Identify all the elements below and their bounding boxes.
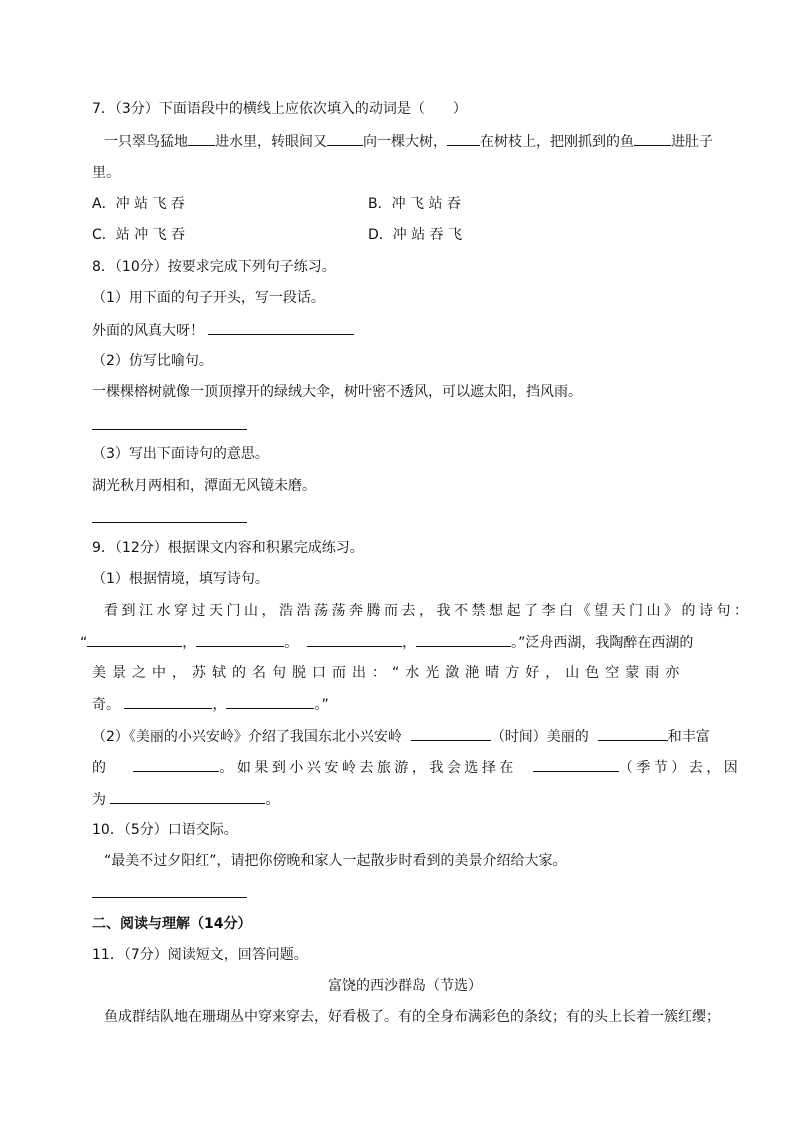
q9-subq-2-text-a: （2）《美丽的小兴安岭》介绍了我国东北小兴安岭 bbox=[92, 729, 402, 745]
q9-poem-blank-5[interactable] bbox=[124, 694, 212, 709]
q9-context-line-1: 看到江水穿过天门山，浩浩荡荡奔腾而去，我不禁想起了李白《望天门山》的诗句： bbox=[104, 603, 752, 619]
q9-subq-2-text-c: 和丰富 bbox=[667, 729, 710, 745]
q9-comma-2: ， bbox=[402, 635, 417, 651]
q8-answer-2[interactable] bbox=[92, 429, 247, 430]
q9-stem: 9．（12分）根据课文内容和积累完成练习。 bbox=[92, 540, 364, 556]
q7-text-3: 向一棵大树， bbox=[363, 134, 447, 150]
q9-subq-2-text-g: 为 bbox=[92, 792, 106, 808]
q9-poem-blank-2[interactable] bbox=[196, 632, 284, 647]
q9-subq-1: （1）根据情境，填写诗句。 bbox=[92, 571, 269, 587]
q7-blank-3[interactable] bbox=[447, 131, 480, 146]
q9-comma-3: ， bbox=[212, 697, 227, 713]
q9-context-line-2 bbox=[80, 632, 693, 653]
q8-subq-1: （1）用下面的句子开头，写一段话。 bbox=[92, 290, 325, 306]
q8-subq-1-line bbox=[92, 320, 354, 341]
q11-stem: 11．（7分）阅读短文，回答问题。 bbox=[92, 947, 308, 963]
q9-subq-2-line-1 bbox=[92, 726, 710, 747]
q9-poem-blank-1[interactable] bbox=[87, 632, 182, 647]
q9-context-line-3: 美景之中，苏轼的名句脱口而出：“水光潋滟晴方好，山色空蒙雨亦 bbox=[92, 665, 686, 681]
q8-stem: 8．（10分）按要求完成下列句子练习。 bbox=[92, 259, 336, 275]
q9-blank-season[interactable] bbox=[533, 757, 619, 772]
q8-subq-2-sentence: 一棵棵榕树就像一顶顶撑开的绿绒大伞，树叶密不透风，可以遮太阳，挡风雨。 bbox=[92, 384, 582, 400]
q9-context-line-4-end: 。” bbox=[314, 697, 329, 713]
q9-context-line-2-end: 。”泛舟西湖，我陶醉在西湖的 bbox=[511, 635, 694, 651]
q9-blank-reason[interactable] bbox=[110, 789, 265, 804]
q9-blank-time[interactable] bbox=[411, 726, 491, 741]
q7-text-1: 一只翠鸟猛地 bbox=[104, 134, 188, 150]
q9-poem-blank-6[interactable] bbox=[226, 694, 314, 709]
q7-passage-tail: 里。 bbox=[92, 165, 120, 181]
q7-option-c[interactable]: C．站 冲 飞 吞 bbox=[92, 227, 186, 243]
q9-comma-1: ， bbox=[182, 635, 197, 651]
q8-subq-1-opening: 外面的风真大呀！ bbox=[92, 323, 204, 339]
q9-blank-rich[interactable] bbox=[133, 757, 219, 772]
q7-blank-4[interactable] bbox=[634, 131, 671, 146]
q7-option-a[interactable]: A．冲 站 飞 吞 bbox=[92, 196, 185, 212]
section-2-heading bbox=[92, 914, 251, 934]
q9-period-1: 。 bbox=[284, 635, 299, 651]
q9-blank-beauty[interactable] bbox=[598, 726, 668, 741]
q9-context-line-4 bbox=[92, 694, 329, 715]
q10-answer[interactable] bbox=[92, 897, 247, 898]
q9-poem-blank-4[interactable] bbox=[416, 632, 511, 647]
q9-subq-2-text-d: 的 bbox=[92, 760, 110, 776]
q7-blank-2[interactable] bbox=[327, 131, 363, 146]
q7-option-b[interactable]: B．冲 飞 站 吞 bbox=[368, 196, 461, 212]
q10-prompt: “最美不过夕阳红”，请把你傍晚和家人一起散步时看到的美景介绍给大家。 bbox=[104, 853, 567, 869]
q9-context-line-4-start: 奇。 bbox=[92, 697, 120, 713]
q9-subq-2-text-b: （时间）美丽的 bbox=[490, 729, 589, 745]
q9-subq-2-text-h: 。 bbox=[265, 792, 280, 808]
q11-passage-title: 富饶的西沙群岛（节选） bbox=[328, 978, 482, 994]
q9-subq-2-text-e: 。如果到小兴安岭去旅游，我会选择在 bbox=[219, 760, 517, 776]
q7-stem: 7．（3分）下面语段中的横线上应依次填入的动词是（ ） bbox=[92, 101, 467, 117]
q9-subq-2-line-3 bbox=[92, 789, 279, 810]
q8-subq-2: （2）仿写比喻句。 bbox=[92, 353, 213, 369]
q7-text-2: 进水里，转眼间又 bbox=[215, 134, 327, 150]
q8-answer-1[interactable] bbox=[208, 320, 354, 335]
q9-subq-2-text-f: （季节）去，因 bbox=[618, 760, 742, 776]
q7-text-5: 进肚子 bbox=[671, 134, 713, 150]
q7-text-4: 在树枝上，把刚抓到的鱼 bbox=[480, 134, 634, 150]
q9-open-quote: “ bbox=[80, 635, 88, 651]
q9-subq-2-line-2 bbox=[92, 757, 741, 778]
q8-answer-3[interactable] bbox=[92, 522, 247, 523]
q7-option-d[interactable]: D．冲 站 吞 飞 bbox=[368, 227, 463, 243]
q8-subq-3-poem: 湖光秋月两相和，潭面无风镜未磨。 bbox=[92, 478, 316, 494]
q11-passage-line: 鱼成群结队地在珊瑚丛中穿来穿去，好看极了。有的全身布满彩色的条纹；有的头上长着一簇红缨； bbox=[104, 1009, 720, 1025]
section-2-title: 二、阅读与理解（14分） bbox=[92, 916, 252, 932]
q10-stem: 10．（5分）口语交际。 bbox=[92, 822, 238, 838]
q9-poem-blank-3[interactable] bbox=[307, 632, 402, 647]
q8-subq-3: （3）写出下面诗句的意思。 bbox=[92, 446, 269, 462]
q7-passage bbox=[104, 131, 713, 152]
q7-blank-1[interactable] bbox=[188, 131, 215, 146]
